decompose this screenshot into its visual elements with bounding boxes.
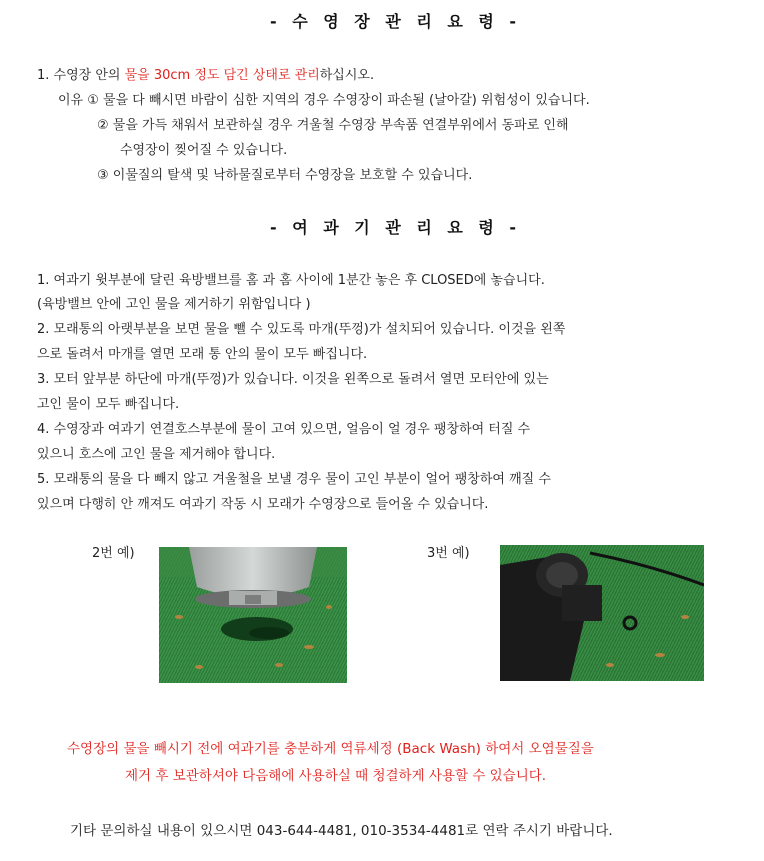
sand-filter-drain-image bbox=[159, 547, 347, 683]
pool-heading: - 수 영 장 관 리 요 령 - bbox=[270, 12, 522, 31]
pool-reason-2-line-2: 수영장이 찢어질 수 있습니다. bbox=[120, 143, 288, 158]
example-2-photo bbox=[159, 547, 347, 683]
filter-line: 2. 모래통의 아랫부분을 보면 물을 뺄 수 있도록 마개(뚜껑)가 설치되어 있습니다. 이것을 왼쪽 bbox=[37, 322, 566, 337]
example-3-label: 3번 예) bbox=[427, 546, 470, 561]
pool-reason-1: 이유 ① 물을 다 빼시면 바람이 심한 지역의 경우 수영장이 파손될 (날아갈) 위험성이 있습니다. bbox=[58, 93, 590, 108]
filter-line: 고인 물이 모두 빠집니다. bbox=[37, 397, 180, 412]
filter-line: (육방밸브 안에 고인 물을 제거하기 위함입니다 ) bbox=[37, 297, 311, 312]
pump-motor-image bbox=[500, 545, 704, 681]
backwash-notice-line-2: 제거 후 보관하셔야 다음해에 사용하실 때 청결하게 사용할 수 있습니다. bbox=[125, 768, 547, 784]
pool-item-1 bbox=[37, 67, 374, 84]
example-3-photo bbox=[500, 545, 704, 681]
filter-heading: - 여 과 기 관 리 요 령 - bbox=[270, 218, 522, 237]
filter-line: 으로 돌려서 마개를 열면 모래 통 안의 물이 모두 빠집니다. bbox=[37, 347, 368, 362]
example-2-label: 2번 예) bbox=[92, 546, 135, 561]
filter-line: 있으니 호스에 고인 물을 제거해야 합니다. bbox=[37, 447, 276, 462]
pool-item-1-highlight: 물을 30cm 정도 담긴 상태로 관리 bbox=[124, 68, 320, 83]
filter-line: 3. 모터 앞부분 하단에 마개(뚜껑)가 있습니다. 이것을 왼쪽으로 돌려서 열면 모터안에 있는 bbox=[37, 372, 549, 387]
contact-info: 기타 문의하실 내용이 있으시면 043-644-4481, 010-3534-4481로 연락 주시기 바랍니다. bbox=[70, 823, 613, 839]
pool-reason-2-line-1: ② 물을 가득 채워서 보관하실 경우 겨울철 수영장 부속품 연결부위에서 동파로 인해 bbox=[97, 118, 569, 133]
pool-reason-3: ③ 이물질의 탈색 및 낙하물질로부터 수영장을 보호할 수 있습니다. bbox=[97, 168, 473, 183]
backwash-notice-line-1: 수영장의 물을 빼시기 전에 여과기를 충분하게 역류세정 (Back Wash) 하여서 오염물질을 bbox=[67, 741, 594, 757]
filter-line: 4. 수영장과 여과기 연결호스부분에 물이 고여 있으면, 얼음이 얼 경우 팽창하여 터질 수 bbox=[37, 422, 531, 437]
filter-line: 1. 여과기 윗부분에 달린 육방밸브를 홈 과 홈 사이에 1분간 놓은 후 CLOSED에 놓습니다. bbox=[37, 273, 545, 288]
pool-item-1-prefix: 1. 수영장 안의 bbox=[37, 68, 125, 83]
pool-item-1-suffix: 하십시오. bbox=[319, 68, 375, 83]
filter-line: 5. 모래통의 물을 다 빼지 않고 겨울철을 보낼 경우 물이 고인 부분이 얼어 팽창하여 깨질 수 bbox=[37, 472, 551, 487]
filter-line: 있으며 다행히 안 깨져도 여과기 작동 시 모래가 수영장으로 들어올 수 있습니다. bbox=[37, 497, 489, 512]
